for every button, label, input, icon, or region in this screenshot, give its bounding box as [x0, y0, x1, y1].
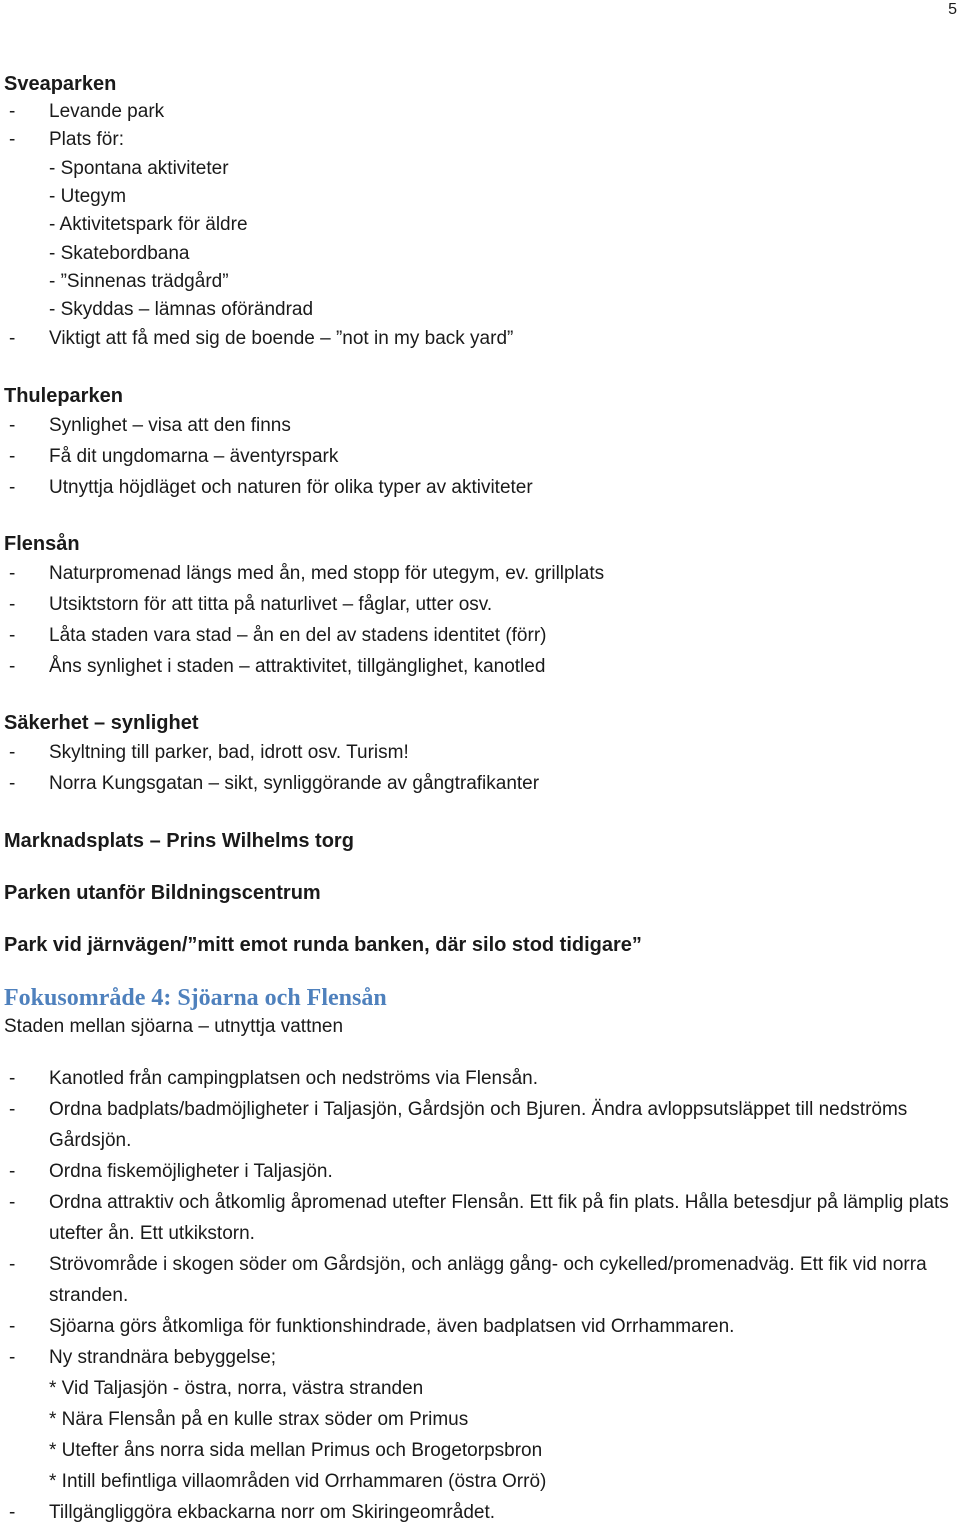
sub-list [49, 1373, 954, 1497]
sub-list-item: - Aktivitetspark för äldre [49, 214, 248, 236]
list-item: - Sjöarna görs åtkomliga för funktionshindrade, även badplatsen vid Orrhammaren. [4, 1311, 954, 1342]
list-item: - Utsiktstorn för att titta på naturlivet – fåglar, utter osv. [4, 589, 954, 620]
list-item: - Levande park [4, 98, 954, 126]
list-item: - Kanotled från campingplatsen och nedströms via Flensån. [4, 1063, 954, 1094]
list-item: - Låta staden vara stad – ån en del av stadens identitet (förr) [4, 620, 954, 651]
fokus-subtitle: Staden mellan sjöarna – utnyttja vattnen [4, 1016, 344, 1037]
sub-list-item: - Spontana aktiviteter [49, 157, 229, 179]
section-flensan [4, 530, 954, 682]
fokus-title: Fokusområde 4: Sjöarna och Flensån [4, 985, 387, 1011]
list-item: - Synlighet – visa att den finns [4, 410, 954, 441]
list-item: - Tillgängliggöra ekbackarna norr om Skiringeområdet. [4, 1497, 954, 1528]
sub-list-item: * Utefter åns norra sida mellan Primus och Brogetorpsbron [49, 1440, 543, 1461]
section-heading: Säkerhet – synlighet [4, 712, 199, 734]
heading-park-jarnvagen: Park vid järnvägen/”mitt emot runda banken, där silo stod tidigare” [4, 934, 642, 956]
section-fokusomrade [4, 983, 954, 1528]
sub-list-item: - Skyddas – lämnas oförändrad [49, 299, 314, 321]
sub-list-item: * Intill befintliga villaområden vid Orrhammaren (östra Orrö) [49, 1471, 547, 1492]
bullet-list [4, 558, 954, 682]
list-item: - Ordna badplats/badmöjligheter i Taljasjön, Gårdsjön och Bjuren. Ändra avloppsutsläppet till nedströms Gårdsjön. [4, 1094, 954, 1156]
sub-list-item: * Vid Taljasjön - östra, norra, västra stranden [49, 1378, 424, 1399]
list-item: - Naturpromenad längs med ån, med stopp för utegym, ev. grillplats [4, 558, 954, 589]
list-item: - Strövområde i skogen söder om Gårdsjön, och anlägg gång- och cykelled/promenadväg. Ett fik vid norra stranden. [4, 1249, 954, 1311]
section-thuleparken [4, 382, 954, 503]
list-item-text: Ny strandnära bebyggelse; [49, 1347, 277, 1368]
sub-list-item: - Skatebordbana [49, 242, 190, 264]
list-item: - Åns synlighet i staden – attraktivitet, tillgänglighet, kanotled [4, 651, 954, 682]
heading-parken-bildningscentrum: Parken utanför Bildningscentrum [4, 882, 321, 904]
sub-list-item: * Nära Flensån på en kulle strax söder om Primus [49, 1409, 469, 1430]
sub-list [49, 155, 954, 325]
sub-list-item: - ”Sinnenas trädgård” [49, 270, 229, 292]
list-item: - Skyltning till parker, bad, idrott osv. Turism! [4, 737, 954, 768]
list-item: - Utnyttja höjdläget och naturen för olika typer av aktiviteter [4, 472, 954, 503]
list-item: - Norra Kungsgatan – sikt, synliggörande av gångtrafikanter [4, 768, 954, 799]
sub-list-item: - Utegym [49, 185, 127, 207]
list-item-text: Plats för: [49, 129, 124, 151]
list-item: - Få dit ungdomarna – äventyrspark [4, 441, 954, 472]
bullet-list [4, 410, 954, 503]
section-sakerhet [4, 709, 954, 799]
bullet-list [4, 737, 954, 799]
list-item: - Viktigt att få med sig de boende – ”not in my back yard” [4, 325, 954, 353]
section-heading: Flensån [4, 533, 80, 555]
list-item: - Ordna attraktiv och åtkomlig åpromenad utefter Flensån. Ett fik på fin plats. Hålla betesdjur på lämplig plats utefter ån. Ett utkikstorn. [4, 1187, 954, 1249]
section-heading: Sveaparken [4, 73, 117, 95]
section-heading: Thuleparken [4, 385, 123, 407]
section-sveaparken [4, 70, 954, 353]
page-number: 5 [948, 1, 957, 18]
heading-marknadsplats: Marknadsplats – Prins Wilhelms torg [4, 830, 354, 852]
list-item [4, 1342, 954, 1497]
list-item: - Ordna fiskemöjligheter i Taljasjön. [4, 1156, 954, 1187]
list-item [4, 126, 954, 324]
bullet-list [4, 98, 954, 353]
bullet-list [4, 1063, 954, 1528]
